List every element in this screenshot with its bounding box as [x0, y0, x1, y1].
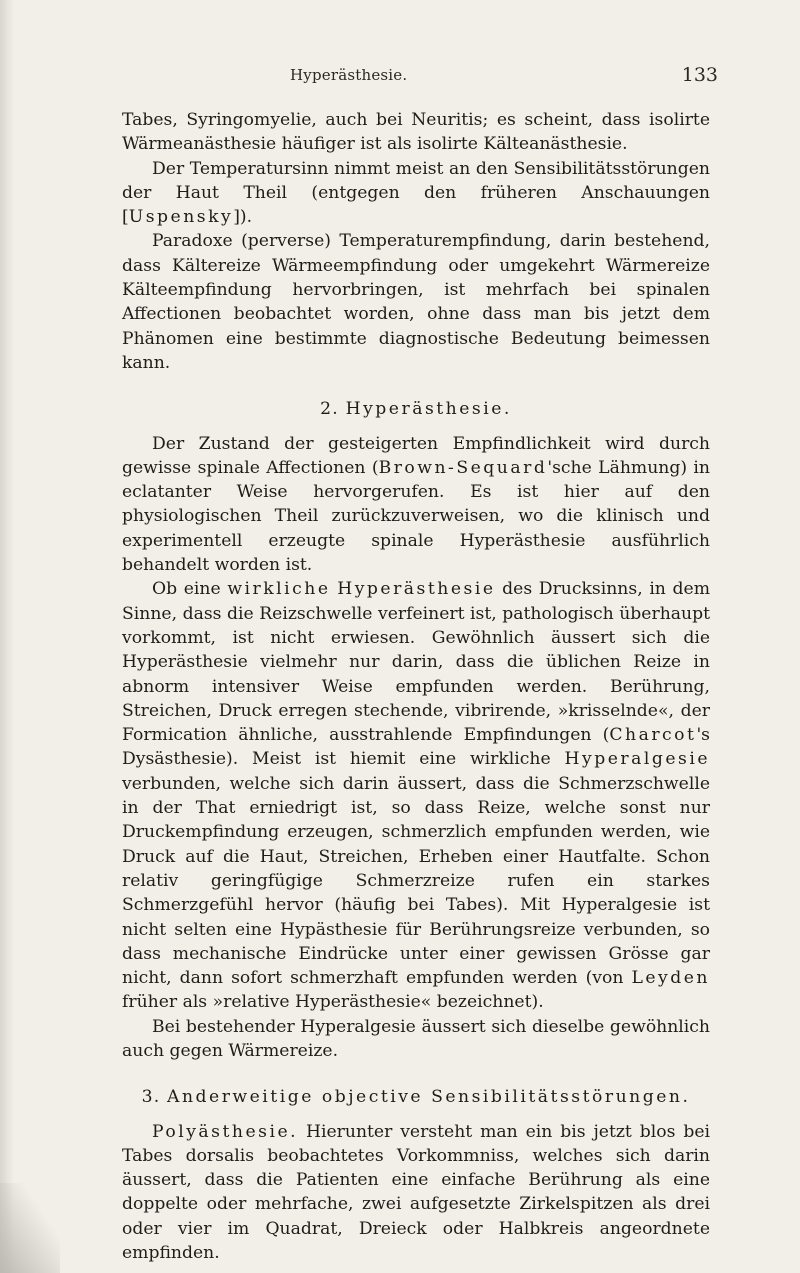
emphasized-term: wirkliche	[227, 579, 331, 600]
paragraph-text: 's Dysästhesie). Meist ist hiemit eine wirkliche	[122, 725, 710, 770]
author-name: Uspensky	[128, 207, 234, 228]
paragraph	[122, 1120, 710, 1266]
author-name: Charcot	[609, 725, 697, 746]
paragraph	[122, 229, 710, 375]
paragraph-text: Tabes, Syringomyelie, auch bei Neuritis; es scheint, dass isolirte Wärmeanästhesie häufiger ist als isolirte Kälteanästhesie.	[122, 110, 710, 155]
page-number: 133	[681, 64, 718, 86]
paragraph	[122, 1015, 710, 1064]
paragraph	[122, 108, 710, 157]
paragraph-text: Bei bestehender Hyperalgesie äussert sich dieselbe gewöhnlich auch gegen Wärmereize.	[122, 1016, 710, 1061]
section-number: 2.	[320, 399, 339, 420]
paragraph	[122, 577, 710, 1014]
section-heading	[122, 1085, 710, 1109]
paragraph-text: Der Zustand der gesteigerten Empfindlichkeit wird durch gewisse spinale Affectionen (	[122, 433, 710, 478]
running-title: Hyperästhesie.	[290, 66, 408, 84]
paragraph-text: verbunden, welche sich darin äussert, dass die Schmerzschwelle in der That erniedrigt ist, so dass Reize, welche sonst nur Druckempfindung erzeugen, schmerzlich empfunden werden, wie Druck auf die Haut, Streichen, Erheben einer Hautfalte. Schon relativ geringfügige Schmerzreize rufen ein starkes Schmerzgefühl hervor (häufig bei Tabes). Mit Hyperalgesie ist nicht selten eine Hypästhesie für Berührungsreize verbunden, so dass mechanische Eindrücke unter einer gewissen Grösse gar nicht, dann sofort schmerzhaft empfunden werden (von	[122, 773, 710, 989]
paragraph-text: früher als »relative Hyperästhesie« bezeichnet).	[122, 992, 544, 1013]
paragraph-text: ]).	[233, 207, 253, 228]
page-edge-shadow	[0, 0, 14, 1273]
emphasized-term: Hyperästhesie	[337, 579, 496, 600]
emphasized-term: Polyästhesie.	[152, 1121, 299, 1142]
paragraph-text: des Drucksinns, in dem Sinne, dass die Reizschwelle verfeinert ist, pathologisch überhaupt vorkommt, ist nicht erwiesen. Gewöhnlich äussert sich die Hyperästhesie vielmehr nur darin, dass die üblichen Reize in abnorm intensiver Weise empfunden werden. Berührung, Streichen, Druck erregen stechende, vibrirende, »krisselnde«, der Formication ähnliche, ausstrahlende Empfindungen (	[122, 579, 711, 746]
paragraph	[122, 432, 710, 578]
paragraph-text: Der Temperatursinn nimmt meist an den Sensibilitätsstörungen der Haut Theil (entgegen den früheren Anschauungen [	[122, 158, 710, 228]
emphasized-term: Hyperalgesie	[564, 749, 710, 770]
paragraph-text: Ob eine	[152, 579, 228, 600]
page-corner-shadow	[0, 1183, 60, 1273]
paragraph-text: Paradoxe (perverse) Temperaturempfindung, darin bestehend, dass Kältereize Wärmeempfindung oder umgekehrt Wärmereize Kälteempfindung hervorbringen, ist mehrfach bei spinalen Affectionen beobachtet worden, ohne dass man bis jetzt dem Phänomen eine bestimmte diagnostische Bedeutung beimessen kann.	[122, 231, 710, 373]
book-page	[122, 54, 718, 1265]
section-title: Anderweitige objective Sensibilitätsstörungen.	[167, 1087, 691, 1108]
paragraph-text: 'sche Lähmung) in eclatanter Weise hervorgerufen. Es ist hier auf den physiologischen Theil zurückzuverweisen, wo die klinisch und experimentell erzeugte spinale Hyperästhesie ausführlich behandelt worden ist.	[122, 457, 711, 576]
paragraph-text: Hierunter versteht man ein bis jetzt blos bei Tabes dorsalis beobachtetes Vorkommniss, welches sich darin äussert, dass die Patienten eine einfache Berührung als eine doppelte oder mehrfache, zwei aufgesetzte Zirkelspitzen als drei oder vier im Quadrat, Dreieck oder Halbkreis angeordnete empfinden.	[122, 1121, 710, 1264]
author-name: Brown-Sequard	[378, 457, 548, 478]
page-body	[122, 108, 710, 1265]
paragraph	[122, 157, 710, 230]
author-name: Leyden	[631, 968, 710, 989]
section-heading	[122, 397, 710, 421]
section-number: 3.	[141, 1087, 161, 1108]
running-head	[122, 54, 718, 94]
section-title: Hyperästhesie.	[345, 399, 512, 420]
